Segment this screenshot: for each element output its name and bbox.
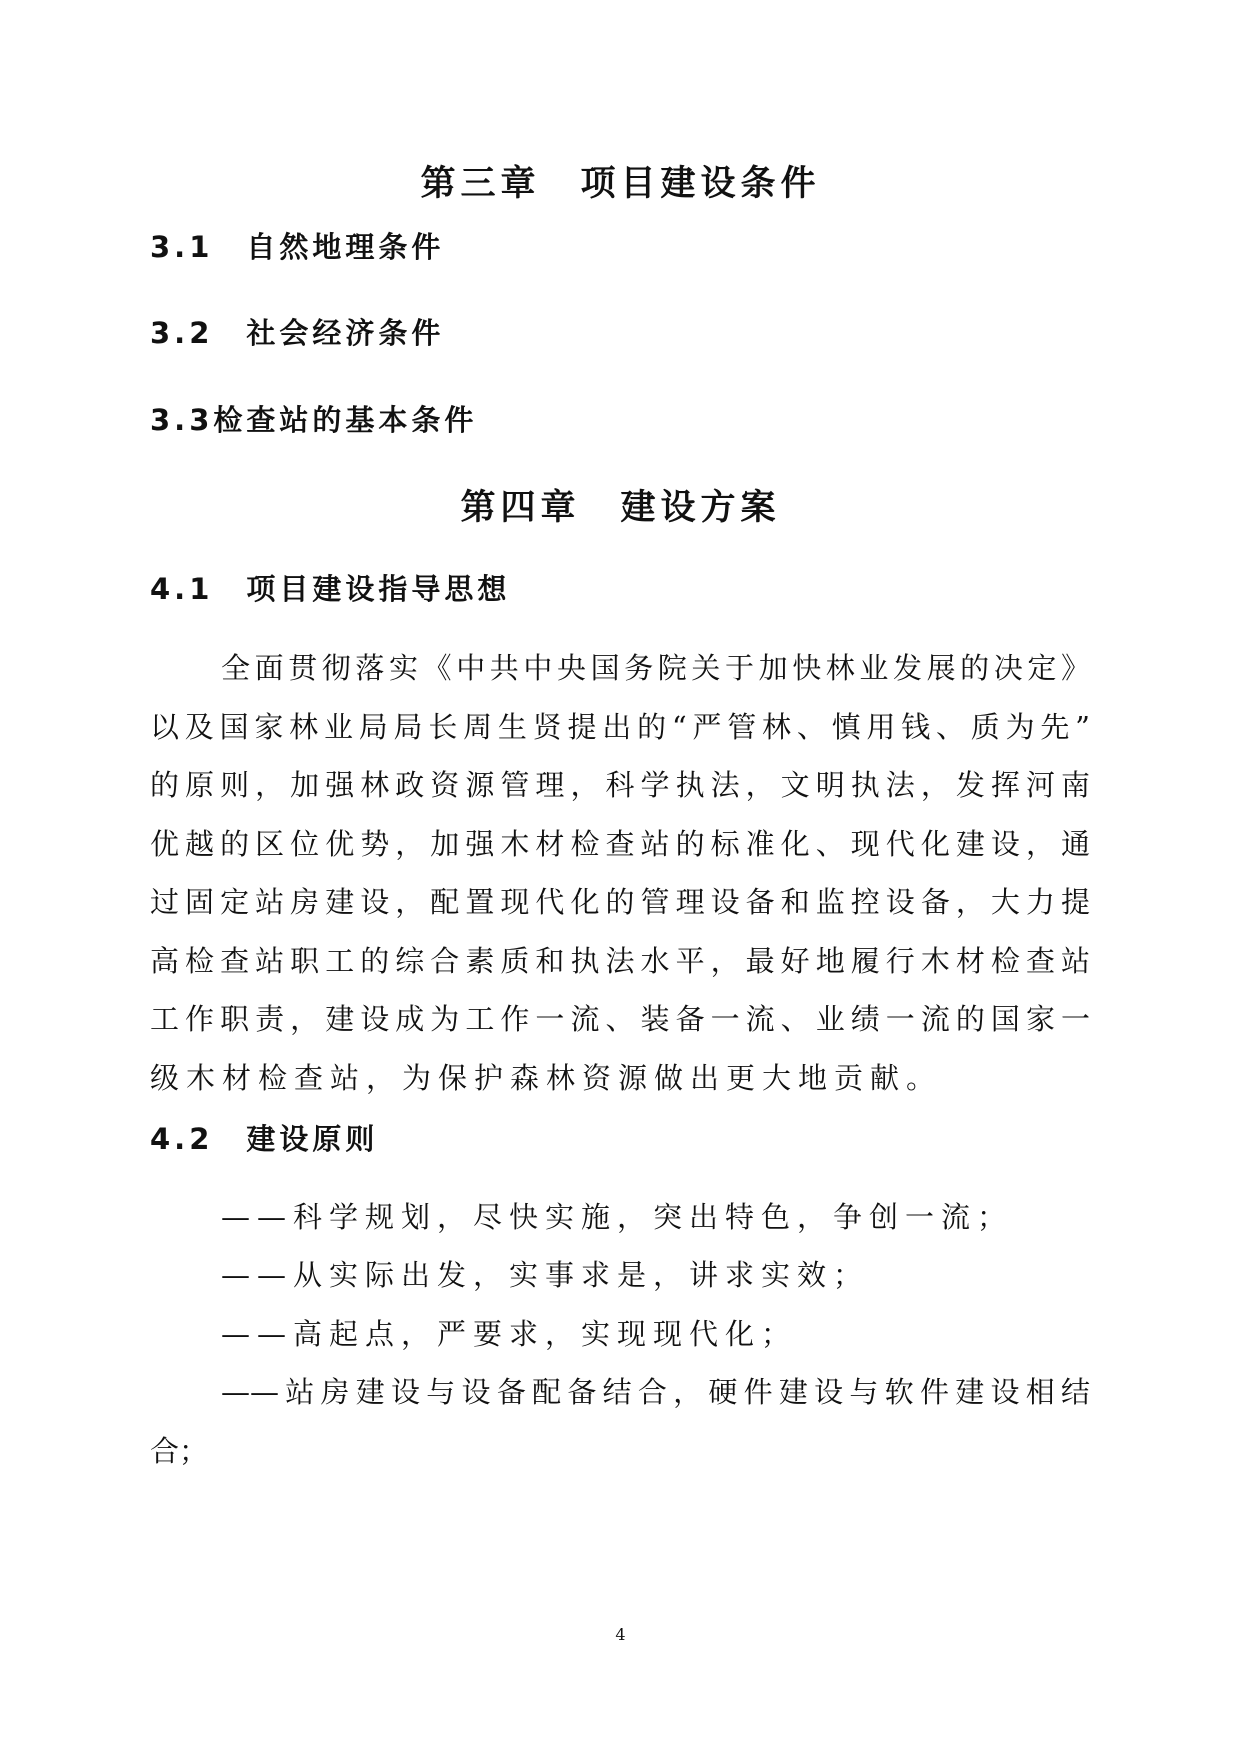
chapter-4-title: 第四章 建设方案 [460,487,781,528]
paragraph-line: 以及国家林业局局长周生贤提出的“严管林、慎用钱、质为先” [150,710,1090,744]
section-3-2-heading: 3.2 社会经济条件 [150,316,445,350]
page-number: 4 [615,1625,626,1644]
list-item: ——从实际出发，实事求是，讲求实效； [221,1258,870,1292]
paragraph-line: 全面贯彻落实《中共中央国务院关于加快林业发展的决定》 [221,651,1090,685]
paragraph-line: 工作职责，建设成为工作一流、装备一流、业绩一流的国家一 [150,1002,1090,1036]
list-item-continuation: 合； [150,1434,209,1468]
paragraph-line: 优越的区位优势，加强木材检查站的标准化、现代化建设，通 [150,827,1090,861]
list-item: ——站房建设与设备配备结合，硬件建设与软件建设相结 [221,1375,1090,1409]
section-4-1-heading: 4.1 项目建设指导思想 [150,572,511,606]
list-item: ——科学规划，尽快实施，突出特色，争创一流； [221,1200,1014,1234]
paragraph-line: 过固定站房建设，配置现代化的管理设备和监控设备，大力提 [150,885,1090,919]
chapter-3-title: 第三章 项目建设条件 [420,163,821,204]
paragraph-line: 级木材检查站，为保护森林资源做出更大地贡献。 [150,1061,943,1095]
paragraph-line: 高检查站职工的综合素质和执法水平，最好地履行木材检查站 [150,944,1090,978]
paragraph-line: 的原则，加强林政资源管理，科学执法，文明执法，发挥河南 [150,768,1090,802]
section-3-1-heading: 3.1 自然地理条件 [150,230,445,264]
section-3-3-heading: 3.3检查站的基本条件 [150,403,478,437]
section-4-2-heading: 4.2 建设原则 [150,1122,379,1156]
list-item: ——高起点，严要求，实现现代化； [221,1317,798,1351]
